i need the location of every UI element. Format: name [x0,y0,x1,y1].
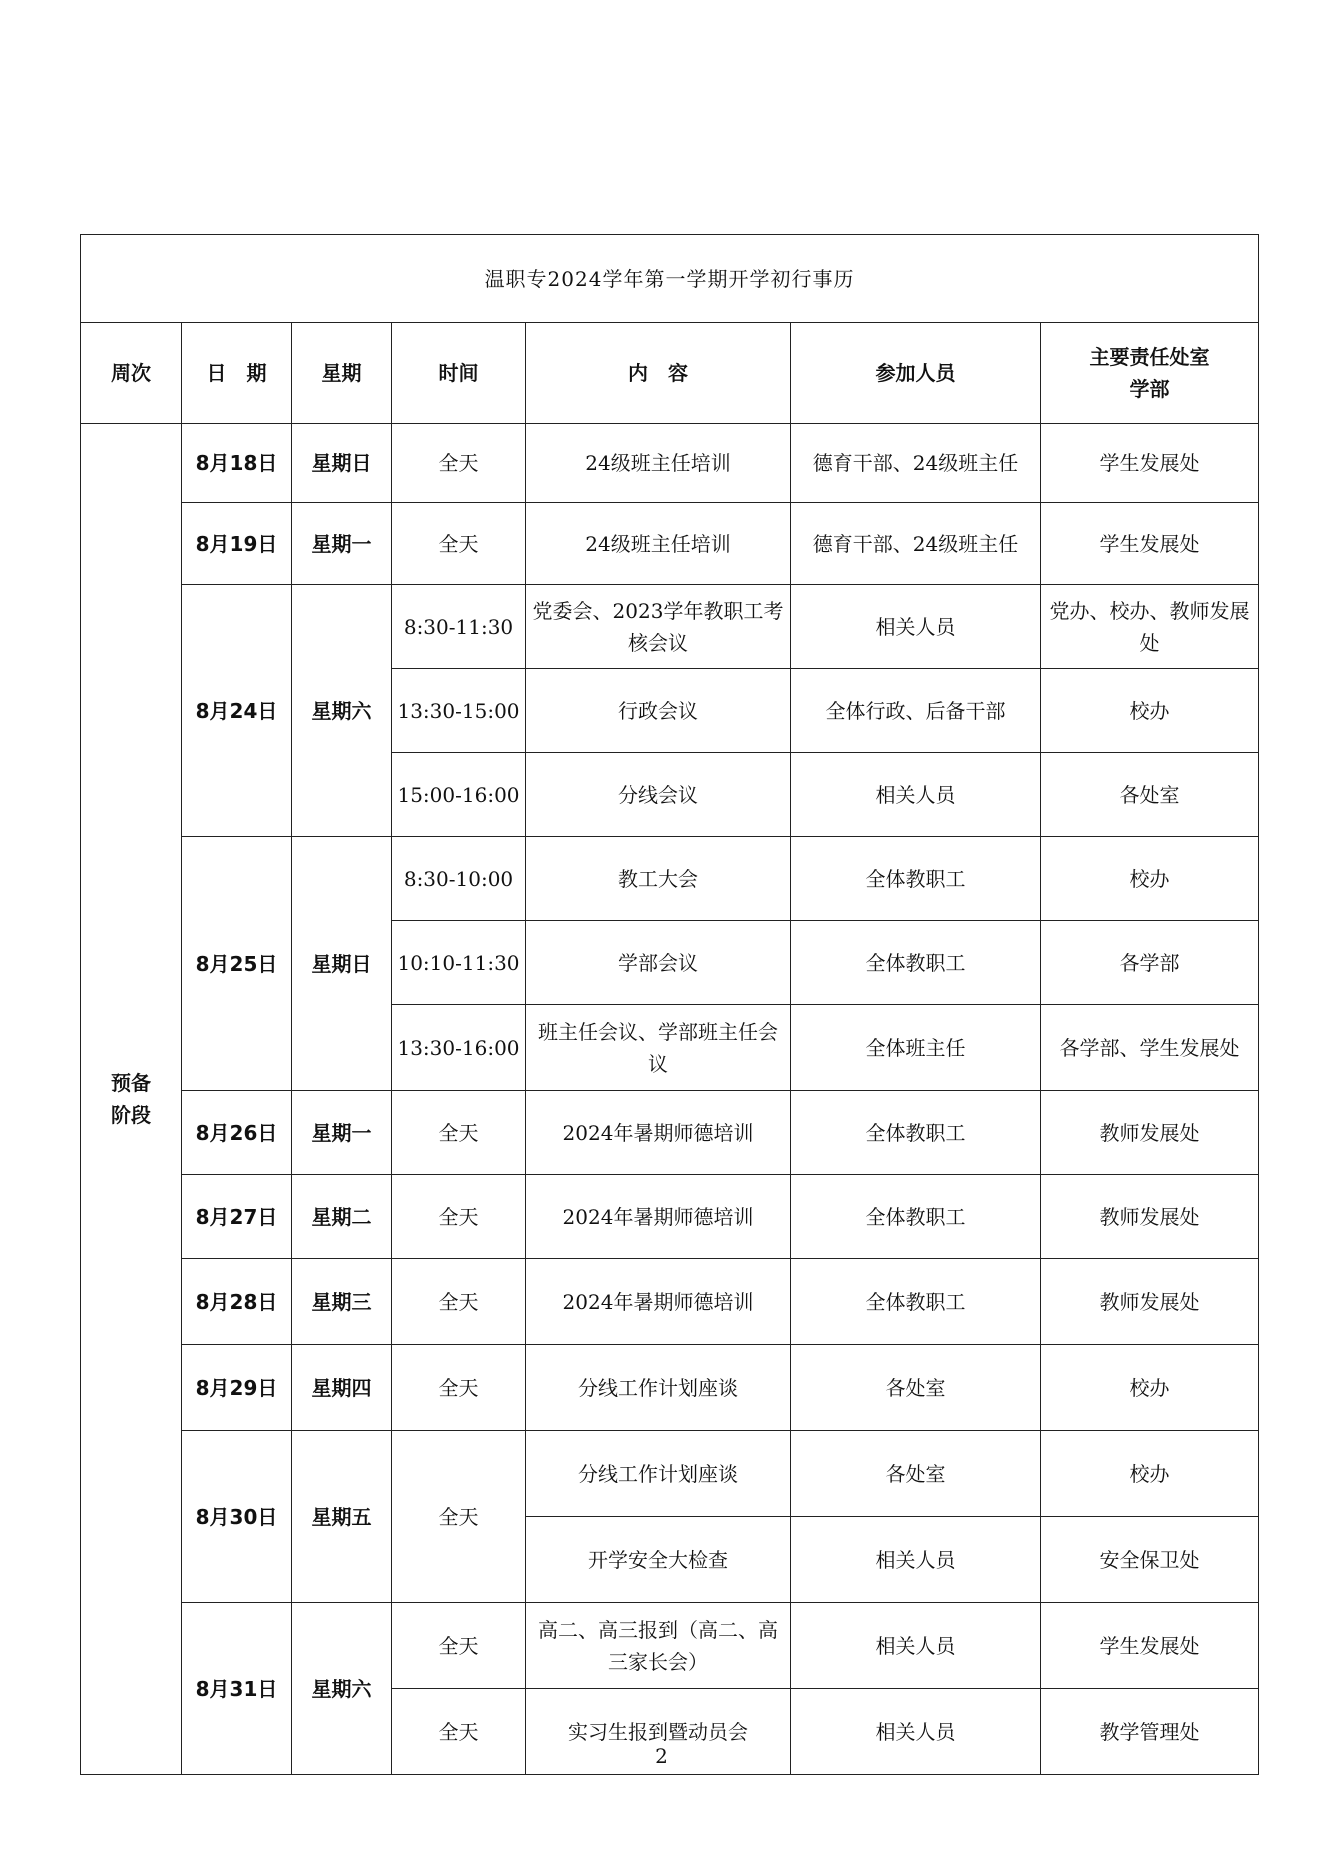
time-cell: 8:30-11:30 [392,585,526,669]
header-week: 周次 [81,323,182,424]
participants-cell: 相关人员 [791,753,1041,837]
participants-cell: 全体班主任 [791,1005,1041,1091]
time-cell: 全天 [392,1603,526,1689]
header-weekday: 星期 [292,323,392,424]
participants-cell: 全体教职工 [791,1175,1041,1259]
period-line1: 预备 [111,1071,151,1095]
department-cell: 各学部 [1041,921,1259,1005]
content-cell: 开学安全大检查 [526,1517,791,1603]
department-cell: 校办 [1041,1345,1259,1431]
time-cell: 13:30-15:00 [392,669,526,753]
participants-cell: 相关人员 [791,1603,1041,1689]
department-cell: 教学管理处 [1041,1689,1259,1775]
content-cell: 2024年暑期师德培训 [526,1091,791,1175]
time-cell: 全天 [392,1091,526,1175]
content-cell: 分线工作计划座谈 [526,1345,791,1431]
participants-cell: 德育干部、24级班主任 [791,503,1041,585]
calendar-table [80,234,1259,1775]
time-cell: 10:10-11:30 [392,921,526,1005]
header-department-line2: 学部 [1129,377,1170,401]
participants-cell: 相关人员 [791,1517,1041,1603]
department-cell: 教师发展处 [1041,1175,1259,1259]
table-title: 温职专2024学年第一学期开学初行事历 [81,235,1259,323]
content-cell: 24级班主任培训 [526,424,791,503]
time-cell: 8:30-10:00 [392,837,526,921]
department-cell: 各处室 [1041,753,1259,837]
content-cell: 教工大会 [526,837,791,921]
table-row [81,1175,1259,1259]
table-row [81,1431,1259,1517]
department-cell: 党办、校办、教师发展处 [1041,585,1259,669]
table-row [81,837,1259,921]
header-department-line1: 主要责任处室 [1089,345,1210,369]
weekday-cell: 星期五 [292,1431,392,1603]
header-date: 日 期 [182,323,292,424]
header-row [81,323,1259,424]
department-cell: 校办 [1041,837,1259,921]
content-cell: 24级班主任培训 [526,503,791,585]
weekday-cell: 星期三 [292,1259,392,1345]
content-cell: 高二、高三报到（高二、高三家长会） [526,1603,791,1689]
time-cell: 全天 [392,1345,526,1431]
participants-cell: 相关人员 [791,1689,1041,1775]
time-cell: 全天 [392,1259,526,1345]
date-cell: 8月28日 [182,1259,292,1345]
department-cell: 教师发展处 [1041,1091,1259,1175]
date-cell: 8月31日 [182,1603,292,1775]
time-cell: 全天 [392,1689,526,1775]
department-cell: 校办 [1041,669,1259,753]
table-row [81,1091,1259,1175]
participants-cell: 全体教职工 [791,837,1041,921]
content-cell: 学部会议 [526,921,791,1005]
time-cell: 15:00-16:00 [392,753,526,837]
date-cell: 8月24日 [182,585,292,837]
date-cell: 8月26日 [182,1091,292,1175]
date-cell: 8月25日 [182,837,292,1091]
table-row [81,424,1259,503]
weekday-cell: 星期六 [292,585,392,837]
header-participants: 参加人员 [791,323,1041,424]
weekday-cell: 星期日 [292,837,392,1091]
department-cell: 学生发展处 [1041,424,1259,503]
department-cell: 学生发展处 [1041,503,1259,585]
content-cell: 行政会议 [526,669,791,753]
date-cell: 8月19日 [182,503,292,585]
page-number: 2 [655,1744,668,1768]
department-cell: 各学部、学生发展处 [1041,1005,1259,1091]
time-cell: 全天 [392,1431,526,1603]
header-department [1041,323,1259,424]
table-row [81,585,1259,669]
weekday-cell: 星期二 [292,1175,392,1259]
participants-cell: 全体教职工 [791,1091,1041,1175]
content-cell: 班主任会议、学部班主任会议 [526,1005,791,1091]
content-cell: 2024年暑期师德培训 [526,1175,791,1259]
period-cell [81,424,182,1775]
department-cell: 校办 [1041,1431,1259,1517]
date-cell: 8月30日 [182,1431,292,1603]
date-cell: 8月27日 [182,1175,292,1259]
content-cell: 分线工作计划座谈 [526,1431,791,1517]
weekday-cell: 星期日 [292,424,392,503]
title-row [81,235,1259,323]
date-cell: 8月18日 [182,424,292,503]
weekday-cell: 星期六 [292,1603,392,1775]
header-time: 时间 [392,323,526,424]
participants-cell: 全体行政、后备干部 [791,669,1041,753]
participants-cell: 全体教职工 [791,1259,1041,1345]
participants-cell: 各处室 [791,1431,1041,1517]
participants-cell: 全体教职工 [791,921,1041,1005]
header-content: 内 容 [526,323,791,424]
content-cell: 党委会、2023学年教职工考核会议 [526,585,791,669]
time-cell: 13:30-16:00 [392,1005,526,1091]
department-cell: 安全保卫处 [1041,1517,1259,1603]
participants-cell: 各处室 [791,1345,1041,1431]
content-cell: 分线会议 [526,753,791,837]
participants-cell: 相关人员 [791,585,1041,669]
time-cell: 全天 [392,1175,526,1259]
content-cell: 2024年暑期师德培训 [526,1259,791,1345]
weekday-cell: 星期四 [292,1345,392,1431]
table-row [81,503,1259,585]
content-cell: 实习生报到暨动员会 [526,1689,791,1775]
time-cell: 全天 [392,424,526,503]
table-row [81,1603,1259,1689]
participants-cell: 德育干部、24级班主任 [791,424,1041,503]
table-row [81,1345,1259,1431]
weekday-cell: 星期一 [292,503,392,585]
period-line2: 阶段 [111,1103,151,1127]
time-cell: 全天 [392,503,526,585]
department-cell: 学生发展处 [1041,1603,1259,1689]
department-cell: 教师发展处 [1041,1259,1259,1345]
date-cell: 8月29日 [182,1345,292,1431]
weekday-cell: 星期一 [292,1091,392,1175]
table-row [81,1259,1259,1345]
